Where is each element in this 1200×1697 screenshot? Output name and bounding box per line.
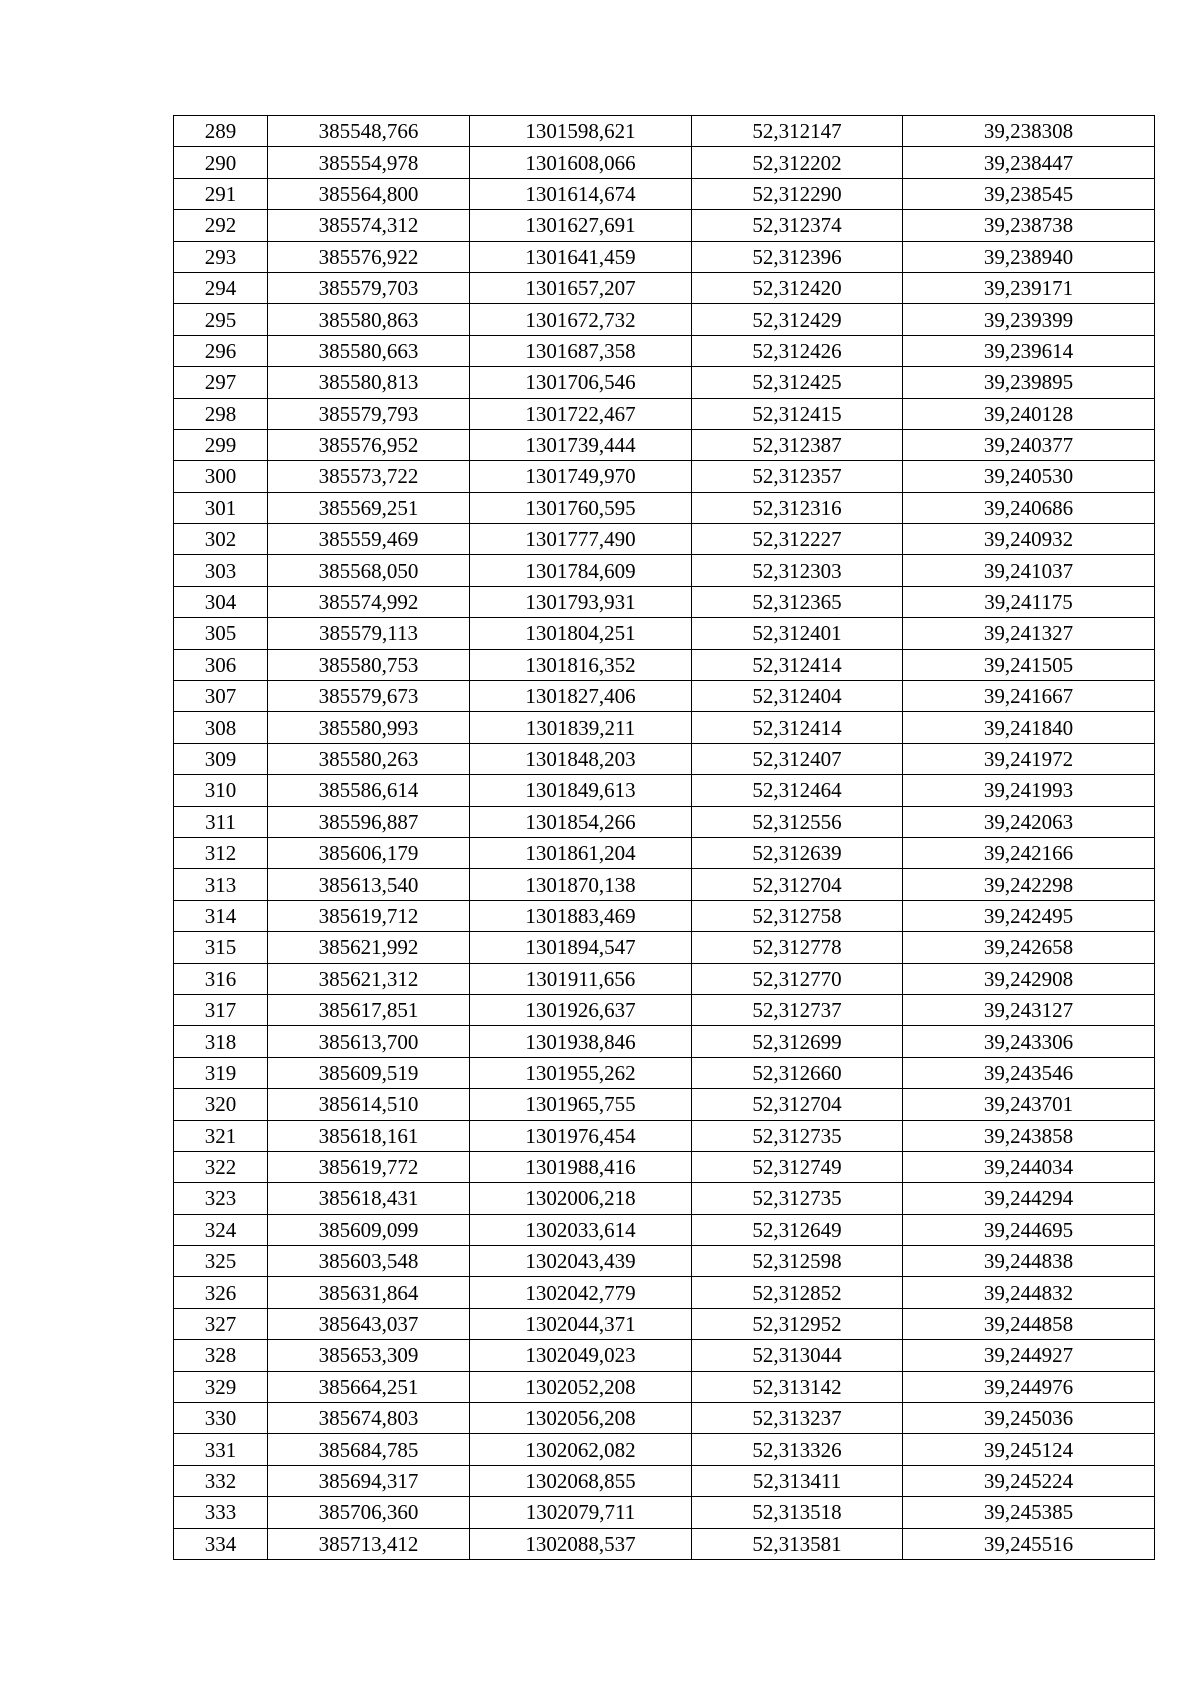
point-number-cell: 314 xyxy=(174,900,268,931)
point-number-cell: 316 xyxy=(174,963,268,994)
latitude-cell: 52,313581 xyxy=(692,1528,903,1559)
y-coordinate-cell: 1301687,358 xyxy=(470,335,692,366)
point-number-cell: 317 xyxy=(174,994,268,1025)
table-row xyxy=(174,272,1155,303)
longitude-cell: 39,245385 xyxy=(903,1497,1155,1528)
longitude-cell: 39,241840 xyxy=(903,712,1155,743)
table-row xyxy=(174,524,1155,555)
longitude-cell: 39,245516 xyxy=(903,1528,1155,1559)
point-number-cell: 332 xyxy=(174,1465,268,1496)
longitude-cell: 39,239614 xyxy=(903,335,1155,366)
x-coordinate-cell: 385579,673 xyxy=(268,681,470,712)
table-row xyxy=(174,304,1155,335)
table-row xyxy=(174,1151,1155,1182)
point-number-cell: 302 xyxy=(174,524,268,555)
longitude-cell: 39,242495 xyxy=(903,900,1155,931)
x-coordinate-cell: 385619,772 xyxy=(268,1151,470,1182)
longitude-cell: 39,244034 xyxy=(903,1151,1155,1182)
point-number-cell: 294 xyxy=(174,272,268,303)
longitude-cell: 39,243701 xyxy=(903,1089,1155,1120)
table-row xyxy=(174,116,1155,147)
x-coordinate-cell: 385574,992 xyxy=(268,586,470,617)
y-coordinate-cell: 1301816,352 xyxy=(470,649,692,680)
y-coordinate-cell: 1301911,656 xyxy=(470,963,692,994)
table-row xyxy=(174,1089,1155,1120)
longitude-cell: 39,238308 xyxy=(903,116,1155,147)
table-row xyxy=(174,1371,1155,1402)
point-number-cell: 309 xyxy=(174,743,268,774)
x-coordinate-cell: 385579,113 xyxy=(268,618,470,649)
latitude-cell: 52,312749 xyxy=(692,1151,903,1182)
table-row xyxy=(174,586,1155,617)
x-coordinate-cell: 385713,412 xyxy=(268,1528,470,1559)
y-coordinate-cell: 1302088,537 xyxy=(470,1528,692,1559)
table-row xyxy=(174,869,1155,900)
latitude-cell: 52,312952 xyxy=(692,1308,903,1339)
x-coordinate-cell: 385580,263 xyxy=(268,743,470,774)
x-coordinate-cell: 385609,519 xyxy=(268,1057,470,1088)
y-coordinate-cell: 1301793,931 xyxy=(470,586,692,617)
x-coordinate-cell: 385579,793 xyxy=(268,398,470,429)
latitude-cell: 52,312704 xyxy=(692,1089,903,1120)
latitude-cell: 52,313518 xyxy=(692,1497,903,1528)
longitude-cell: 39,239171 xyxy=(903,272,1155,303)
table-row xyxy=(174,900,1155,931)
y-coordinate-cell: 1301706,546 xyxy=(470,367,692,398)
latitude-cell: 52,312303 xyxy=(692,555,903,586)
x-coordinate-cell: 385586,614 xyxy=(268,775,470,806)
y-coordinate-cell: 1301749,970 xyxy=(470,461,692,492)
y-coordinate-cell: 1301849,613 xyxy=(470,775,692,806)
point-number-cell: 301 xyxy=(174,492,268,523)
y-coordinate-cell: 1301739,444 xyxy=(470,429,692,460)
x-coordinate-cell: 385684,785 xyxy=(268,1434,470,1465)
longitude-cell: 39,244695 xyxy=(903,1214,1155,1245)
longitude-cell: 39,242658 xyxy=(903,932,1155,963)
point-number-cell: 289 xyxy=(174,116,268,147)
point-number-cell: 327 xyxy=(174,1308,268,1339)
longitude-cell: 39,241175 xyxy=(903,586,1155,617)
point-number-cell: 321 xyxy=(174,1120,268,1151)
latitude-cell: 52,312770 xyxy=(692,963,903,994)
point-number-cell: 296 xyxy=(174,335,268,366)
latitude-cell: 52,312556 xyxy=(692,806,903,837)
longitude-cell: 39,241972 xyxy=(903,743,1155,774)
point-number-cell: 325 xyxy=(174,1246,268,1277)
point-number-cell: 291 xyxy=(174,178,268,209)
x-coordinate-cell: 385548,766 xyxy=(268,116,470,147)
point-number-cell: 326 xyxy=(174,1277,268,1308)
y-coordinate-cell: 1301784,609 xyxy=(470,555,692,586)
x-coordinate-cell: 385573,722 xyxy=(268,461,470,492)
table-row xyxy=(174,806,1155,837)
longitude-cell: 39,245124 xyxy=(903,1434,1155,1465)
longitude-cell: 39,244927 xyxy=(903,1340,1155,1371)
y-coordinate-cell: 1302043,439 xyxy=(470,1246,692,1277)
longitude-cell: 39,239895 xyxy=(903,367,1155,398)
point-number-cell: 324 xyxy=(174,1214,268,1245)
latitude-cell: 52,312639 xyxy=(692,837,903,868)
table-row xyxy=(174,241,1155,272)
x-coordinate-cell: 385569,251 xyxy=(268,492,470,523)
point-number-cell: 292 xyxy=(174,210,268,241)
x-coordinate-cell: 385621,992 xyxy=(268,932,470,963)
y-coordinate-cell: 1302068,855 xyxy=(470,1465,692,1496)
y-coordinate-cell: 1302042,779 xyxy=(470,1277,692,1308)
y-coordinate-cell: 1301614,674 xyxy=(470,178,692,209)
point-number-cell: 290 xyxy=(174,147,268,178)
point-number-cell: 310 xyxy=(174,775,268,806)
point-number-cell: 311 xyxy=(174,806,268,837)
table-row xyxy=(174,743,1155,774)
longitude-cell: 39,240686 xyxy=(903,492,1155,523)
latitude-cell: 52,312420 xyxy=(692,272,903,303)
point-number-cell: 331 xyxy=(174,1434,268,1465)
table-row xyxy=(174,335,1155,366)
latitude-cell: 52,313326 xyxy=(692,1434,903,1465)
x-coordinate-cell: 385621,312 xyxy=(268,963,470,994)
table-row xyxy=(174,210,1155,241)
y-coordinate-cell: 1301827,406 xyxy=(470,681,692,712)
x-coordinate-cell: 385568,050 xyxy=(268,555,470,586)
table-row xyxy=(174,1308,1155,1339)
y-coordinate-cell: 1301839,211 xyxy=(470,712,692,743)
table-row xyxy=(174,994,1155,1025)
table-row xyxy=(174,1277,1155,1308)
latitude-cell: 52,312425 xyxy=(692,367,903,398)
x-coordinate-cell: 385596,887 xyxy=(268,806,470,837)
latitude-cell: 52,312660 xyxy=(692,1057,903,1088)
longitude-cell: 39,244858 xyxy=(903,1308,1155,1339)
x-coordinate-cell: 385564,800 xyxy=(268,178,470,209)
point-number-cell: 293 xyxy=(174,241,268,272)
latitude-cell: 52,313237 xyxy=(692,1403,903,1434)
x-coordinate-cell: 385576,952 xyxy=(268,429,470,460)
longitude-cell: 39,242298 xyxy=(903,869,1155,900)
x-coordinate-cell: 385619,712 xyxy=(268,900,470,931)
point-number-cell: 307 xyxy=(174,681,268,712)
table-row xyxy=(174,429,1155,460)
point-number-cell: 323 xyxy=(174,1183,268,1214)
table-row xyxy=(174,1434,1155,1465)
table-row xyxy=(174,1340,1155,1371)
y-coordinate-cell: 1301894,547 xyxy=(470,932,692,963)
y-coordinate-cell: 1301870,138 xyxy=(470,869,692,900)
point-number-cell: 319 xyxy=(174,1057,268,1088)
table-row xyxy=(174,555,1155,586)
latitude-cell: 52,312365 xyxy=(692,586,903,617)
table-row xyxy=(174,1403,1155,1434)
point-number-cell: 315 xyxy=(174,932,268,963)
x-coordinate-cell: 385664,251 xyxy=(268,1371,470,1402)
y-coordinate-cell: 1302006,218 xyxy=(470,1183,692,1214)
x-coordinate-cell: 385579,703 xyxy=(268,272,470,303)
point-number-cell: 300 xyxy=(174,461,268,492)
y-coordinate-cell: 1301926,637 xyxy=(470,994,692,1025)
point-number-cell: 318 xyxy=(174,1026,268,1057)
point-number-cell: 330 xyxy=(174,1403,268,1434)
longitude-cell: 39,242908 xyxy=(903,963,1155,994)
longitude-cell: 39,241993 xyxy=(903,775,1155,806)
x-coordinate-cell: 385706,360 xyxy=(268,1497,470,1528)
point-number-cell: 333 xyxy=(174,1497,268,1528)
longitude-cell: 39,243306 xyxy=(903,1026,1155,1057)
x-coordinate-cell: 385580,663 xyxy=(268,335,470,366)
y-coordinate-cell: 1301955,262 xyxy=(470,1057,692,1088)
latitude-cell: 52,312202 xyxy=(692,147,903,178)
coordinates-table xyxy=(173,115,1155,1560)
latitude-cell: 52,312227 xyxy=(692,524,903,555)
table-row xyxy=(174,1528,1155,1559)
table-row xyxy=(174,367,1155,398)
x-coordinate-cell: 385613,540 xyxy=(268,869,470,900)
table-row xyxy=(174,178,1155,209)
x-coordinate-cell: 385603,548 xyxy=(268,1246,470,1277)
y-coordinate-cell: 1302079,711 xyxy=(470,1497,692,1528)
y-coordinate-cell: 1301641,459 xyxy=(470,241,692,272)
y-coordinate-cell: 1302056,208 xyxy=(470,1403,692,1434)
latitude-cell: 52,312357 xyxy=(692,461,903,492)
point-number-cell: 305 xyxy=(174,618,268,649)
longitude-cell: 39,238447 xyxy=(903,147,1155,178)
table-row xyxy=(174,837,1155,868)
latitude-cell: 52,312699 xyxy=(692,1026,903,1057)
latitude-cell: 52,312429 xyxy=(692,304,903,335)
table-row xyxy=(174,1026,1155,1057)
longitude-cell: 39,241667 xyxy=(903,681,1155,712)
x-coordinate-cell: 385631,864 xyxy=(268,1277,470,1308)
x-coordinate-cell: 385606,179 xyxy=(268,837,470,868)
longitude-cell: 39,238940 xyxy=(903,241,1155,272)
longitude-cell: 39,240932 xyxy=(903,524,1155,555)
x-coordinate-cell: 385618,161 xyxy=(268,1120,470,1151)
y-coordinate-cell: 1301760,595 xyxy=(470,492,692,523)
y-coordinate-cell: 1301861,204 xyxy=(470,837,692,868)
latitude-cell: 52,312414 xyxy=(692,649,903,680)
x-coordinate-cell: 385576,922 xyxy=(268,241,470,272)
latitude-cell: 52,313142 xyxy=(692,1371,903,1402)
longitude-cell: 39,244976 xyxy=(903,1371,1155,1402)
latitude-cell: 52,312737 xyxy=(692,994,903,1025)
y-coordinate-cell: 1301804,251 xyxy=(470,618,692,649)
x-coordinate-cell: 385643,037 xyxy=(268,1308,470,1339)
latitude-cell: 52,313044 xyxy=(692,1340,903,1371)
x-coordinate-cell: 385580,993 xyxy=(268,712,470,743)
latitude-cell: 52,312426 xyxy=(692,335,903,366)
latitude-cell: 52,312852 xyxy=(692,1277,903,1308)
y-coordinate-cell: 1301627,691 xyxy=(470,210,692,241)
longitude-cell: 39,240377 xyxy=(903,429,1155,460)
table-row xyxy=(174,932,1155,963)
point-number-cell: 308 xyxy=(174,712,268,743)
longitude-cell: 39,243127 xyxy=(903,994,1155,1025)
table-row xyxy=(174,398,1155,429)
y-coordinate-cell: 1301672,732 xyxy=(470,304,692,335)
latitude-cell: 52,312414 xyxy=(692,712,903,743)
longitude-cell: 39,244832 xyxy=(903,1277,1155,1308)
latitude-cell: 52,312374 xyxy=(692,210,903,241)
y-coordinate-cell: 1301598,621 xyxy=(470,116,692,147)
latitude-cell: 52,312387 xyxy=(692,429,903,460)
x-coordinate-cell: 385574,312 xyxy=(268,210,470,241)
table-row xyxy=(174,1214,1155,1245)
x-coordinate-cell: 385653,309 xyxy=(268,1340,470,1371)
table-row xyxy=(174,1057,1155,1088)
longitude-cell: 39,241037 xyxy=(903,555,1155,586)
point-number-cell: 329 xyxy=(174,1371,268,1402)
x-coordinate-cell: 385614,510 xyxy=(268,1089,470,1120)
x-coordinate-cell: 385674,803 xyxy=(268,1403,470,1434)
latitude-cell: 52,312464 xyxy=(692,775,903,806)
table-row xyxy=(174,618,1155,649)
y-coordinate-cell: 1302062,082 xyxy=(470,1434,692,1465)
longitude-cell: 39,240128 xyxy=(903,398,1155,429)
longitude-cell: 39,240530 xyxy=(903,461,1155,492)
point-number-cell: 304 xyxy=(174,586,268,617)
y-coordinate-cell: 1302033,614 xyxy=(470,1214,692,1245)
point-number-cell: 312 xyxy=(174,837,268,868)
point-number-cell: 320 xyxy=(174,1089,268,1120)
table-row xyxy=(174,1465,1155,1496)
x-coordinate-cell: 385694,317 xyxy=(268,1465,470,1496)
longitude-cell: 39,239399 xyxy=(903,304,1155,335)
point-number-cell: 299 xyxy=(174,429,268,460)
longitude-cell: 39,241505 xyxy=(903,649,1155,680)
longitude-cell: 39,245036 xyxy=(903,1403,1155,1434)
longitude-cell: 39,243858 xyxy=(903,1120,1155,1151)
y-coordinate-cell: 1302049,023 xyxy=(470,1340,692,1371)
latitude-cell: 52,312735 xyxy=(692,1120,903,1151)
point-number-cell: 306 xyxy=(174,649,268,680)
y-coordinate-cell: 1301657,207 xyxy=(470,272,692,303)
longitude-cell: 39,241327 xyxy=(903,618,1155,649)
latitude-cell: 52,312758 xyxy=(692,900,903,931)
y-coordinate-cell: 1301965,755 xyxy=(470,1089,692,1120)
point-number-cell: 322 xyxy=(174,1151,268,1182)
table-row xyxy=(174,492,1155,523)
longitude-cell: 39,238738 xyxy=(903,210,1155,241)
point-number-cell: 313 xyxy=(174,869,268,900)
latitude-cell: 52,312735 xyxy=(692,1183,903,1214)
table-row xyxy=(174,649,1155,680)
table-row xyxy=(174,1183,1155,1214)
x-coordinate-cell: 385613,700 xyxy=(268,1026,470,1057)
longitude-cell: 39,245224 xyxy=(903,1465,1155,1496)
y-coordinate-cell: 1301722,467 xyxy=(470,398,692,429)
latitude-cell: 52,313411 xyxy=(692,1465,903,1496)
longitude-cell: 39,242166 xyxy=(903,837,1155,868)
point-number-cell: 297 xyxy=(174,367,268,398)
latitude-cell: 52,312404 xyxy=(692,681,903,712)
table-row xyxy=(174,1120,1155,1151)
y-coordinate-cell: 1301988,416 xyxy=(470,1151,692,1182)
table-row xyxy=(174,1497,1155,1528)
table-row xyxy=(174,147,1155,178)
latitude-cell: 52,312290 xyxy=(692,178,903,209)
latitude-cell: 52,312415 xyxy=(692,398,903,429)
y-coordinate-cell: 1302052,208 xyxy=(470,1371,692,1402)
y-coordinate-cell: 1301848,203 xyxy=(470,743,692,774)
point-number-cell: 334 xyxy=(174,1528,268,1559)
table-row xyxy=(174,712,1155,743)
longitude-cell: 39,238545 xyxy=(903,178,1155,209)
table-row xyxy=(174,775,1155,806)
table-row xyxy=(174,461,1155,492)
longitude-cell: 39,242063 xyxy=(903,806,1155,837)
point-number-cell: 303 xyxy=(174,555,268,586)
y-coordinate-cell: 1301854,266 xyxy=(470,806,692,837)
latitude-cell: 52,312147 xyxy=(692,116,903,147)
point-number-cell: 295 xyxy=(174,304,268,335)
latitude-cell: 52,312778 xyxy=(692,932,903,963)
latitude-cell: 52,312396 xyxy=(692,241,903,272)
longitude-cell: 39,244838 xyxy=(903,1246,1155,1277)
latitude-cell: 52,312704 xyxy=(692,869,903,900)
y-coordinate-cell: 1301976,454 xyxy=(470,1120,692,1151)
table-row xyxy=(174,1246,1155,1277)
latitude-cell: 52,312401 xyxy=(692,618,903,649)
longitude-cell: 39,244294 xyxy=(903,1183,1155,1214)
y-coordinate-cell: 1301777,490 xyxy=(470,524,692,555)
x-coordinate-cell: 385580,753 xyxy=(268,649,470,680)
x-coordinate-cell: 385609,099 xyxy=(268,1214,470,1245)
latitude-cell: 52,312407 xyxy=(692,743,903,774)
x-coordinate-cell: 385559,469 xyxy=(268,524,470,555)
point-number-cell: 298 xyxy=(174,398,268,429)
x-coordinate-cell: 385617,851 xyxy=(268,994,470,1025)
point-number-cell: 328 xyxy=(174,1340,268,1371)
y-coordinate-cell: 1302044,371 xyxy=(470,1308,692,1339)
x-coordinate-cell: 385618,431 xyxy=(268,1183,470,1214)
latitude-cell: 52,312316 xyxy=(692,492,903,523)
latitude-cell: 52,312649 xyxy=(692,1214,903,1245)
coordinates-table-body xyxy=(174,116,1155,1560)
longitude-cell: 39,243546 xyxy=(903,1057,1155,1088)
y-coordinate-cell: 1301938,846 xyxy=(470,1026,692,1057)
table-row xyxy=(174,963,1155,994)
y-coordinate-cell: 1301883,469 xyxy=(470,900,692,931)
y-coordinate-cell: 1301608,066 xyxy=(470,147,692,178)
x-coordinate-cell: 385580,813 xyxy=(268,367,470,398)
latitude-cell: 52,312598 xyxy=(692,1246,903,1277)
x-coordinate-cell: 385580,863 xyxy=(268,304,470,335)
table-row xyxy=(174,681,1155,712)
x-coordinate-cell: 385554,978 xyxy=(268,147,470,178)
